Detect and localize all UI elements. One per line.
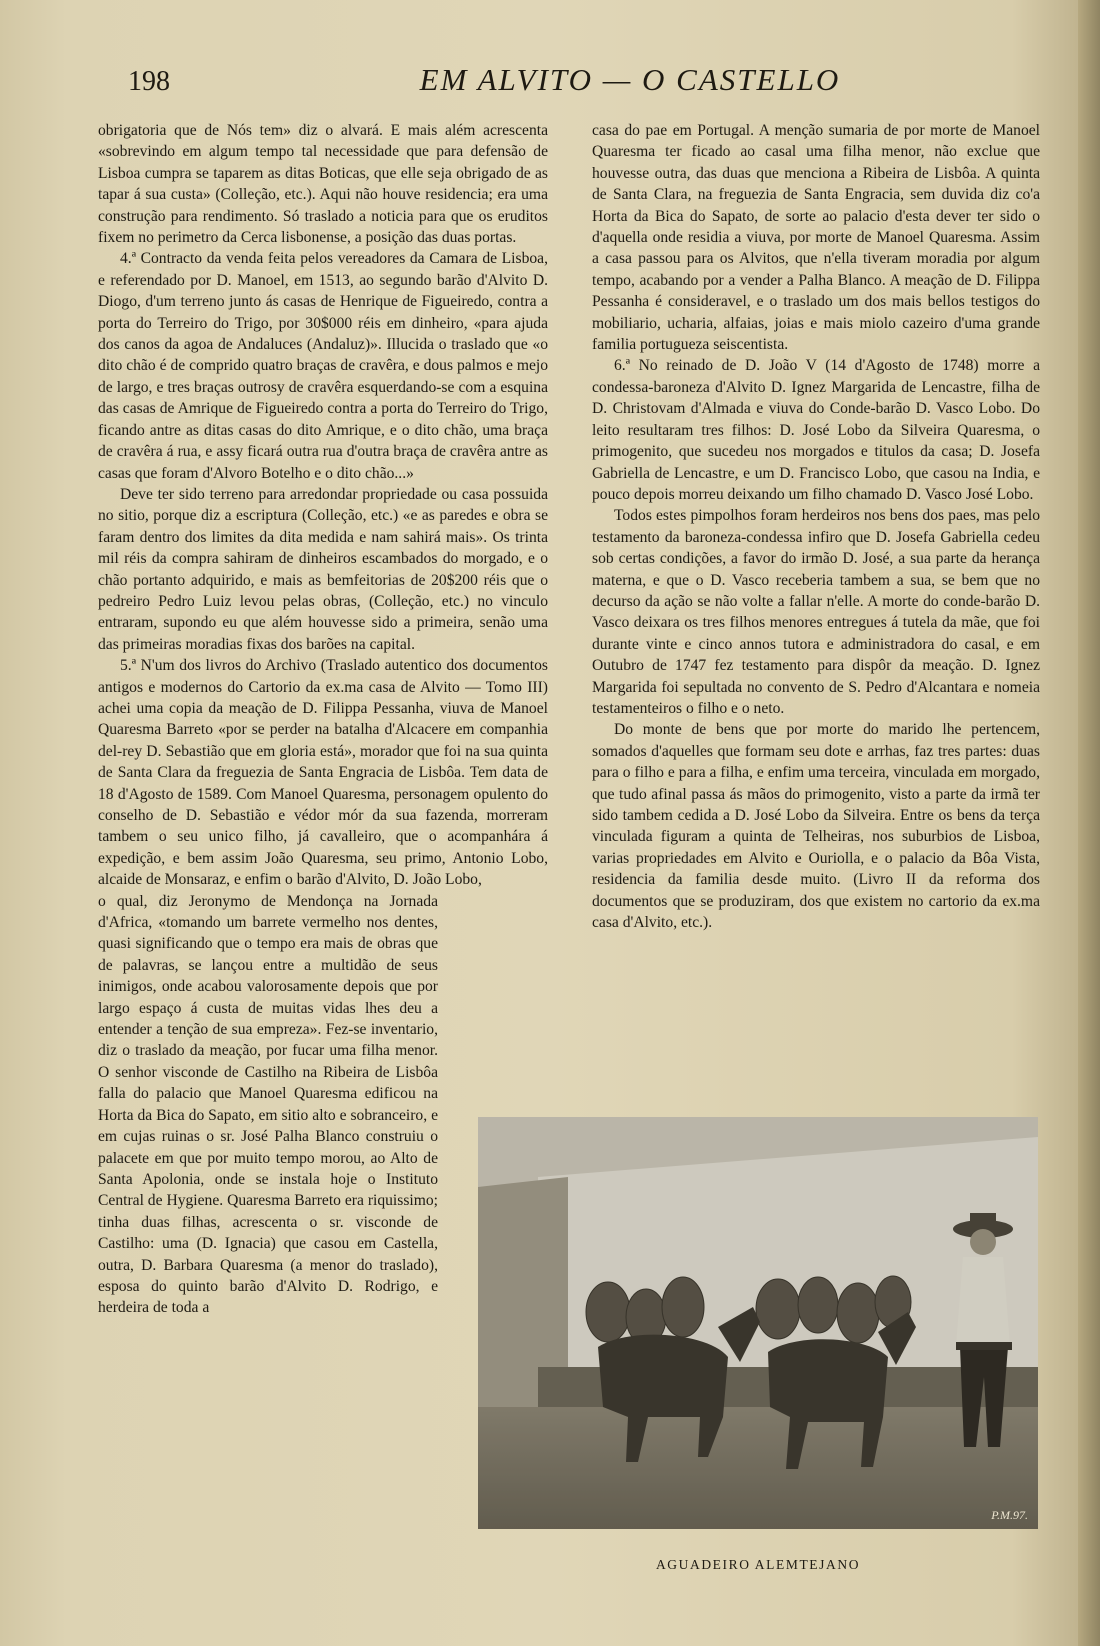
photographer-signature: P.M.97. <box>991 1508 1028 1522</box>
book-spine-edge <box>1078 0 1100 1646</box>
running-title: EM ALVITO — O CASTELLO <box>419 62 841 97</box>
photo-illustration <box>478 1117 1038 1529</box>
paragraph: Deve ter sido terreno para arredondar propriedade ou casa possuida no sitio, porque diz a escriptura (Colleção, etc.) «e as paredes e obra se faram dentro dos limites da dita medida e nam sahirá mais». Os trinta mil réis da compra sahiram de dinheiros escambados do morgado, e o chão portanto adquirido, e mais as bemfeitorias de 20$200 réis que o pedreiro Pedro Luiz levou pelas obras, (Colleção, etc.) no vinculo entraram, supondo eu que além houvesse sido a primeira, senão uma das primeiras moradias fixas dos barões na capital. <box>98 485 548 653</box>
photo-caption: AGUADEIRO ALEMTEJANO <box>655 1557 861 1572</box>
paragraph: o qual, diz Jeronymo de Mendonça na Jornada d'Africa, «tomando um barrete vermelho nos dentes, quasi significando que o tempo era mais de obras que de palavras, se lançou entre a multidão de seus inimigos, onde acabou valorosamente depois que por largo espaço á custa de muitas vidas lhes deu a entender a tenção de sua empreza». Fez-se inventario, diz o traslado da meação, por fucar uma filha menor. O senhor visconde de Castilho na Ribeira de Lisbôa falla do palacio que Manoel Quaresma edificou na Horta da Bica do Sapato, em sitio alto e sobranceiro, e em cujas ruinas o sr. José Palha Blanco construiu o palacete em que por muito tempo morou, ao Alto de Santa Apolonia, onde se instala hoje o Instituto Central de Hygiene. Quaresma Barreto era riquissimo; tinha duas filhas, acrescenta o sr. visconde de Castilho: uma (D. Ignacia) que casou em Castella, outra, D. Barbara Quaresma (a menor do traslado), esposa do quinto barão d'Alvito D. Rodrigo, e herdeira de toda a <box>98 892 438 1317</box>
paragraph: 5.ª N'um dos livros do Archivo (Traslado autentico dos documentos antigos e modernos do Cartorio da ex.ma casa de Alvito — Tomo III) achei uma copia da meação de D. Filippa Pessanha, viuva de Manoel Quaresma Barreto «por se perder na batalha d'Alcacere em companhia del-rey D. Sebastião que em gloria está», morador que foi na sua quinta de Santa Clara da freguezia de Santa Engracia de Lisbôa. Tem data de 18 d'Agosto de 1589. Com Manoel Quaresma, personagem opulento do conselho de D. Sebastião e védor mór da sua fazenda, morreram tambem o seu unico filho, já cavalleiro, que o acompanhára á expedição, e bem assim João Quaresma, seu primo, Antonio Lobo, alcaide de Monsaraz, e enfim o barão d'Alvito, D. João Lobo, <box>98 657 548 889</box>
page-number: 198 <box>128 66 170 97</box>
paragraph: Do monte de bens que por morte do marido lhe pertencem, somados d'aquelles que formam seu dote e arrhas, faz tres partes: duas para o filho e para a filha, e enfim uma terceira, vinculada em morgado, que tudo afinal passa ás mãos do primogenito, visto a parte da irmã ter sido tambem cedida a D. José Lobo da Silveira. Entre os bens da terça vinculada figuram a quinta de Telheiras, nos suburbios de Lisboa, varias propriedades em Alvito e Ouriolla, e o palacio da Bôa Vista, residencia da familia desde muito. (Livro II da reforma dos documentos que se produziram, dos que existem no cartorio da ex.ma casa d'Alvito, etc.). <box>592 721 1040 932</box>
paragraph: obrigatoria que de Nós tem» diz o alvará. E mais além acrescenta «sobrevindo em algum tempo tal necessidade que para defensão de Lisboa cumpra se taparem as ditas Boticas, que elle seja obrigado de as tapar á sua custa» (Colleção, etc.). Aqui não houve residencia; era uma construção para rendimento. Só traslado a noticia para que os eruditos fixem no perimetro da Cerca lisbonense, a posição das duas portas. <box>98 122 548 247</box>
page-header <box>128 62 1008 106</box>
paragraph: 4.ª Contracto da venda feita pelos vereadores da Camara de Lisboa, e referendado por D. Manoel, em 1513, ao segundo barão d'Alvito D. Diogo, d'um terreno junto ás casas de Henrique de Figueiredo, contra a porta do Terreiro do Trigo, por 30$000 réis em dinheiro, «para ajuda dos canos da agoa de Andaluces (Andaluz)». Illucida o traslado que «o dito chão é de comprido quatro braças de cravêra, e dous palmos e mejo de largo, e tres braças outrosy de cravêra esquerdando-se com a esquina das casas de Amrique de Figueiredo contra a porta do Terreiro do Trigo, ficando antre as ditas casas do dito Amrique, e o dito chão, uma braça de cravêra á rua, e assy ficará outra rua d'outra braça de cravêra antre as casas que foram d'Alvoro Botelho e o dito chão...» <box>98 250 548 482</box>
paragraph: Todos estes pimpolhos foram herdeiros nos bens dos paes, mas pelo testamento da baroneza-condessa infiro que D. Josefa Gabriella cedeu sob certas condições, a favor do irmão D. José, a sua parte da herança materna, e que o D. Vasco receberia tambem a sua, se bem que no decurso da ação se não volte a fallar n'elle. A morte do conde-barão D. Vasco deixara os tres filhos menores entregues á tutela da mãe, que foi durante vinte e cinco annos tutora e administradora do casal, e em Outubro de 1747 fez testamento para dispôr da meação. D. Ignez Margarida foi sepultada no convento de S. Pedro d'Alcantara e nomeia testamenteiros o filho e o neto. <box>592 507 1040 717</box>
photograph-water-carrier <box>478 1117 1038 1529</box>
paragraph: casa do pae em Portugal. A menção sumaria de por morte de Manoel Quaresma ter ficado ao casal uma filha menor, não exclue que houvesse outra, das duas que menciona a Ribeira de Lisbôa. A quinta de Santa Clara, na freguezia de Santa Engracia, sem duvida diz co'a Horta da Bica do Sapato, de sorte ao palacio d'esta dever ter sido o d'aquella onde residia a viuva, por morte de Manoel Quaresma. Assim a casa passou para os Alvitos, que n'ella tiveram moradia por algum tempo, acabando por a vender a Palha Blanco. A meação de D. Filippa Pessanha é consideravel, e o traslado um dos mais bellos testigos do mobiliario, ucharia, alfaias, joias e mais miolo cazeiro d'uma grande familia portugueza seiscentista. <box>592 122 1040 354</box>
paragraph: 6.ª No reinado de D. João V (14 d'Agosto de 1748) morre a condessa-baroneza d'Alvito D. Ignez Margarida de Lencastre, filha de D. Christovam d'Almada e viuva do Conde-barão D. Vasco Lobo. Do leito resultaram tres filhos: D. José Lobo da Silveira Quaresma, o primogenito, que sucedeu nos morgados e titulos da casa; D. Josefa Gabriella de Lencastre, e um D. Francisco Lobo, que casou na India, e pouco depois morreu deixando um filho chamado D. Vasco José Lobo. <box>592 357 1040 503</box>
right-text-column <box>592 120 1040 933</box>
